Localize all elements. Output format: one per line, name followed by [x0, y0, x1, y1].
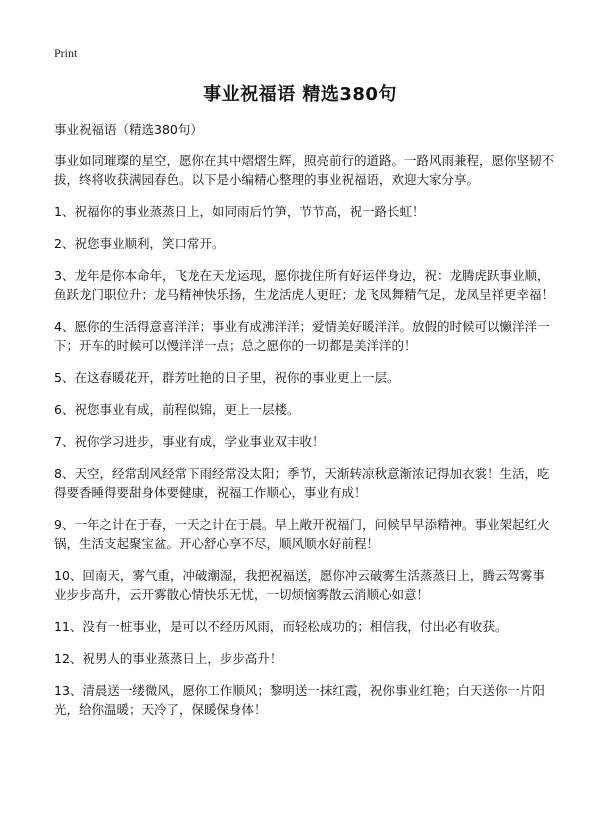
- list-item: 13、清晨送一缕微风，愿你工作顺风；黎明送一抹红霞，祝你事业红艳；白天送你一片阳光，给你温暖；天冷了，保暖保身体！: [54, 683, 545, 717]
- article-intro: 事业如同璀璨的星空，愿你在其中熠熠生辉，照亮前行的道路。一路风雨兼程，愿你坚韧不拔，终将收获满园春色。以下是小编精心整理的事业祝福语，欢迎大家分享。: [54, 153, 555, 187]
- list-item: 2、祝您事业顺利，笑口常开。: [54, 236, 225, 251]
- list-item: 1、祝福你的事业蒸蒸日上，如同雨后竹笋，节节高，祝一路长虹！: [54, 204, 425, 219]
- page-title: 事业祝福语 精选380句: [203, 84, 397, 105]
- list-item: 4、愿你的生活得意喜洋洋；事业有成沸洋洋；爱情美好暖洋洋。放假的时候可以懒洋洋一下；开车的时候可以慢洋洋一点；总之愿你的一切都是美洋洋的！: [54, 319, 550, 353]
- list-item: 11、没有一桩事业，是可以不经历风雨，而轻松成功的；相信我，付出必有收获。: [54, 619, 508, 634]
- list-item: 3、龙年是你本命年，飞龙在天龙运现，愿你拢住所有好运伴身边，祝：龙腾虎跃事业顺，鱼跃龙门职位升；龙马精神快乐扬，生龙活虎人更旺；龙飞凤舞精气足，龙凤呈祥更幸福！: [54, 268, 555, 302]
- article-subtitle: 事业祝福语（精选380句）: [54, 122, 203, 137]
- list-item: 10、回南天，雾气重，冲破潮湿，我把祝福送，愿你冲云破雾生活蒸蒸日上，腾云驾雾事业步步高升，云开雾散心情快乐无忧，一切烦恼雾散云消顺心如意！: [54, 568, 545, 602]
- print-link[interactable]: Print: [54, 46, 78, 60]
- list-item: 6、祝您事业有成，前程似锦，更上一层楼。: [54, 402, 300, 417]
- list-item: 12、祝男人的事业蒸蒸日上，步步高升！: [54, 651, 283, 666]
- list-item: 7、祝你学习进步，事业有成，学业事业双丰收！: [54, 434, 325, 449]
- list-item: 8、天空，经常刮风经常下雨经常没太阳；季节，天渐转凉秋意渐浓记得加衣裳！生活，吃得要香睡得要甜身体要健康，祝福工作顺心，事业有成！: [54, 466, 550, 500]
- article-body: [54, 120, 554, 732]
- list-item: 9、一年之计在于春，一天之计在于晨。早上敞开祝福门，问候早早添精神。事业架起红火锅，生活支起聚宝盆。开心舒心享不尽，顺风顺水好前程！: [54, 517, 550, 551]
- list-item: 5、在这春暖花开，群芳吐艳的日子里，祝你的事业更上一层。: [54, 370, 400, 385]
